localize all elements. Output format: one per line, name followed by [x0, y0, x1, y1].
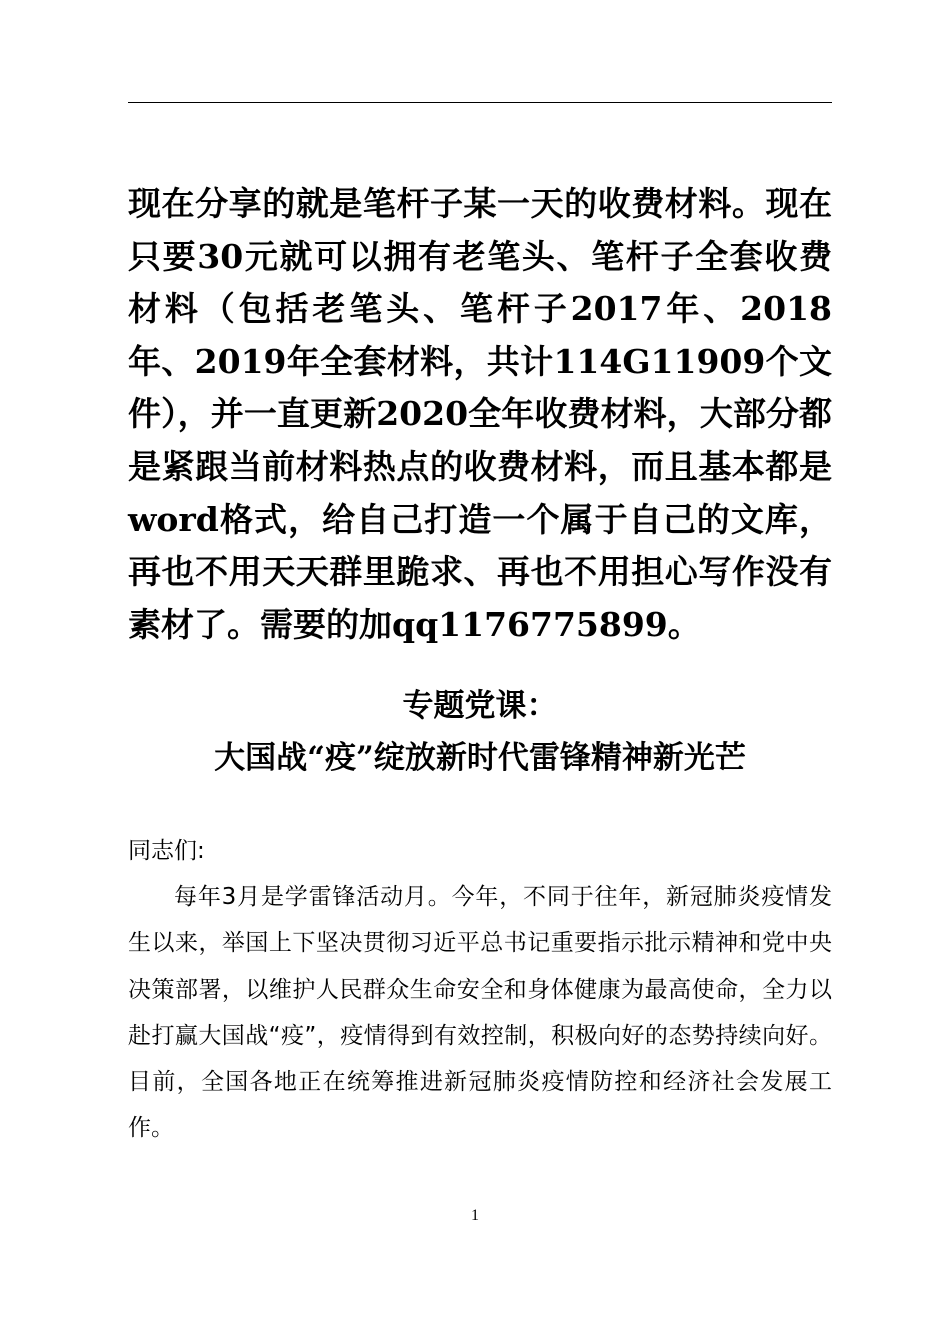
title-line-1: 专题党课：: [402, 688, 558, 724]
document-body: [128, 828, 832, 1151]
header-rule: [128, 102, 832, 103]
page-number: 1: [471, 1207, 479, 1224]
body-paragraph-1: 每年3月是学雷锋活动月。今年，不同于往年，新冠肺炎疫情发生以来，举国上下坚决贯彻习近平总书记重要指示批示精神和党中央决策部署，以维护人民群众生命安全和身体健康为最高使命，全力以赴打赢大国战“疫”，疫情得到有效控制，积极向好的态势持续向好。目前，全国各地正在统筹推进新冠肺炎疫情防控和经济社会发展工作。: [128, 884, 832, 1142]
title-line-2: 大国战“疫”绽放新时代雷锋精神新光芒: [214, 740, 746, 776]
greeting: 同志们:: [128, 838, 205, 864]
promo-paragraph: 现在分享的就是笔杆子某一天的收费材料。现在只要30元就可以拥有老笔头、笔杆子全套收费材料（包括老笔头、笔杆子2017年、2018年、2019年全套材料，共计114G11909个文件），并一直更新2020全年收费材料，大部分都是紧跟当前材料热点的收费材料，而且基本都是word格式，给自己打造一个属于自己的文库，再也不用天天群里跪求、再也不用担心写作没有素材了。需要的加qq1176775899。: [128, 184, 832, 644]
document-title: [128, 680, 832, 784]
